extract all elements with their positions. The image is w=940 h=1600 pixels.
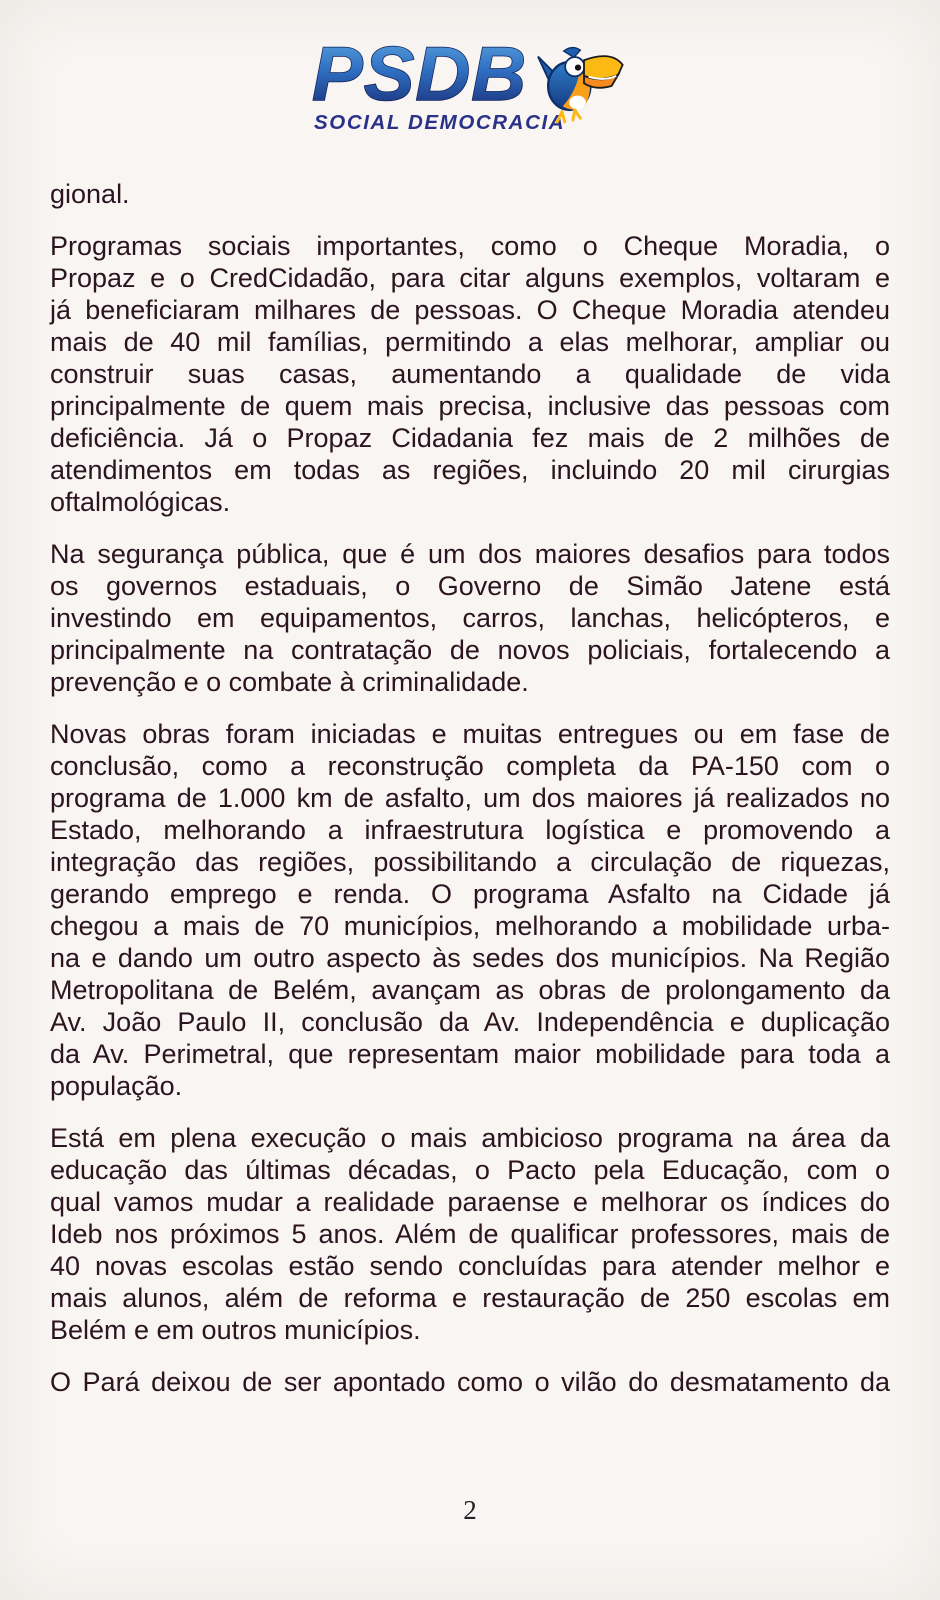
text-line: mais de 40 mil famílias, permitindo a elas melhorar, ampliar ou [50,327,890,357]
text-line: Na segurança pública, que é um dos maiores desafios para todos [50,539,890,569]
text-line: Belém e em outros municípios. [50,1315,421,1345]
psdb-logo [310,34,630,138]
text-line: mais alunos, além de reforma e restauração de 250 escolas em [50,1283,890,1313]
document-body [50,178,890,1398]
text-line: principalmente na contratação de novos policiais, fortalecendo a [50,635,890,665]
text-line: Ideb nos próximos 5 anos. Além de qualificar professores, mais de [50,1219,890,1249]
text-line: Propaz e o CredCidadão, para citar alguns exemplos, voltaram e [50,263,890,293]
text-line: oftalmológicas. [50,487,231,517]
paragraph [50,718,890,1102]
logo-title: PSDB [312,34,528,117]
text-line: chegou a mais de 70 municípios, melhorando a mobilidade urba- [50,911,890,941]
paragraph [50,178,890,210]
text-line: principalmente de quem mais precisa, inclusive das pessoas com [50,391,890,421]
text-line: deficiência. Já o Propaz Cidadania fez mais de 2 milhões de [50,423,890,453]
text-line: conclusão, como a reconstrução completa da PA-150 com o [50,751,890,781]
text-line: 40 novas escolas estão sendo concluídas para atender melhor e [50,1251,890,1281]
document-header [0,0,940,138]
text-line: gional. [50,179,130,209]
paragraph [50,1366,890,1398]
text-line: atendimentos em todas as regiões, incluindo 20 mil cirurgias [50,455,890,485]
text-line: Novas obras foram iniciadas e muitas entregues ou em fase de [50,719,890,749]
paragraph [50,1122,890,1346]
text-line: investindo em equipamentos, carros, lanchas, helicópteros, e [50,603,890,633]
text-line: construir suas casas, aumentando a qualidade de vida [50,359,890,389]
text-line: qual vamos mudar a realidade paraense e melhorar os índices do [50,1187,890,1217]
text-line: na e dando um outro aspecto às sedes dos municípios. Na Região [50,943,890,973]
text-line: educação das últimas décadas, o Pacto pela Educação, com o [50,1155,890,1185]
text-line: Está em plena execução o mais ambicioso programa na área da [50,1123,890,1153]
text-line: os governos estaduais, o Governo de Simão Jatene está [50,571,890,601]
logo-subtitle: SOCIAL DEMOCRACIA [314,111,566,134]
text-line: Metropolitana de Belém, avançam as obras de prolongamento da [50,975,890,1005]
page-number: 2 [463,1495,477,1525]
text-line: população. [50,1071,183,1101]
paragraph [50,538,890,698]
paragraph [50,230,890,518]
text-line: integração das regiões, possibilitando a circulação de riquezas, [50,847,890,877]
text-line: já beneficiaram milhares de pessoas. O Cheque Moradia atendeu [50,295,890,325]
text-line: O Pará deixou de ser apontado como o vilão do desmatamento da [50,1367,890,1397]
page-footer [0,1495,940,1526]
text-line: Estado, melhorando a infraestrutura logística e promovendo a [50,815,890,845]
text-line: gerando emprego e renda. O programa Asfalto na Cidade já [50,879,890,909]
text-line: programa de 1.000 km de asfalto, um dos maiores já realizados no [50,783,890,813]
text-line: Av. João Paulo II, conclusão da Av. Independência e duplicação [50,1007,890,1037]
text-line: da Av. Perimetral, que representam maior mobilidade para toda a [50,1039,890,1069]
text-line: Programas sociais importantes, como o Cheque Moradia, o [50,231,890,261]
text-line: prevenção e o combate à criminalidade. [50,667,529,697]
